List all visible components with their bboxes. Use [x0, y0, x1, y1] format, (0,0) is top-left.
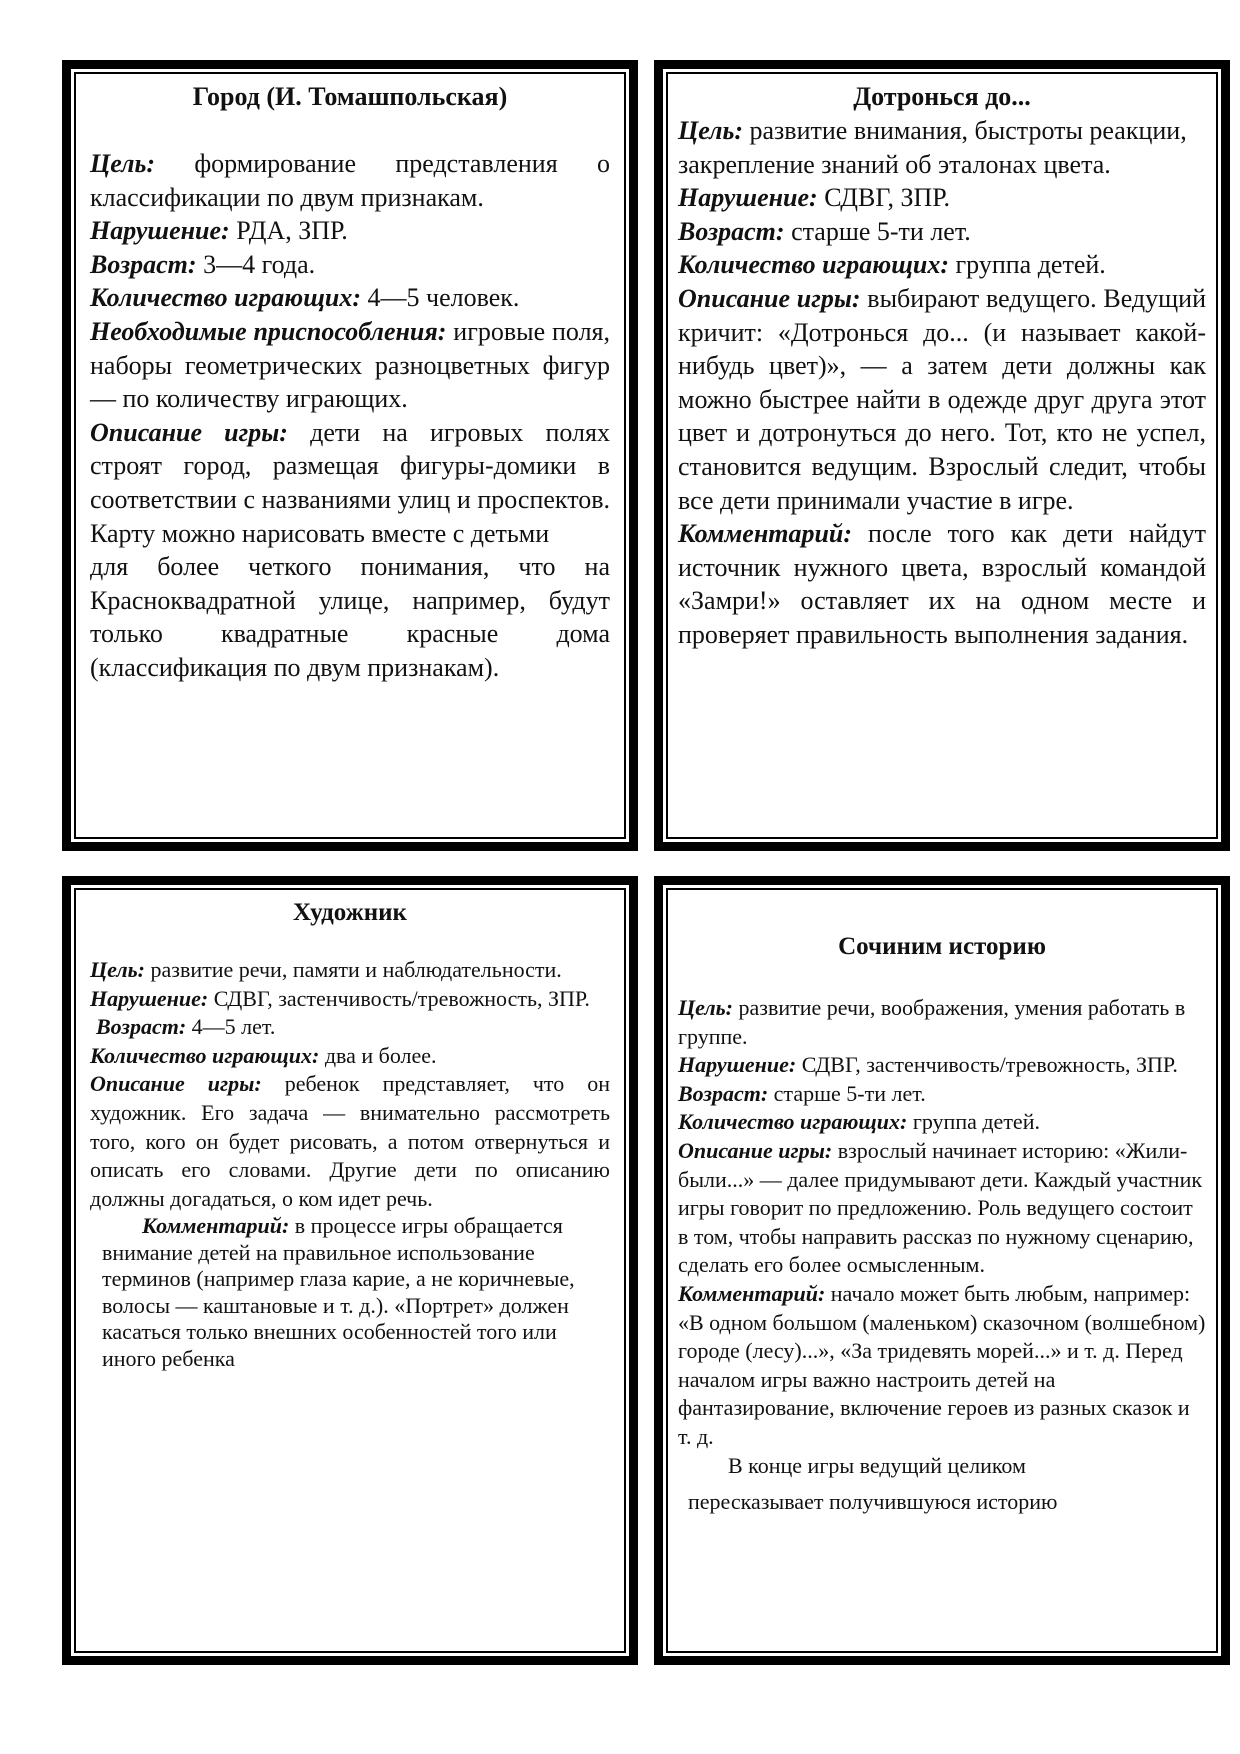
goal-row: Цель: формирование представления о классификации по двум признакам.	[90, 149, 610, 212]
description-row: Описание игры: ребенок представляет, что он художник. Его задача — внимательно рассмотреть того, кого он будет рисовать, а потом отвернуться и описать его словами. Другие дети по описанию должны догадаться, о ком идет речь.	[90, 1071, 610, 1211]
players-row: Количество играющих: группа детей.	[678, 1109, 1040, 1135]
game-card-sochinim-istoriyu	[654, 876, 1230, 1665]
ending-row-continued: пересказывает получившуюся историю	[688, 1489, 1058, 1515]
goal-row: Цель: развитие речи, памяти и наблюдательности.	[90, 957, 562, 982]
disorder-row: Нарушение: РДА, ЗПР.	[90, 216, 348, 246]
age-row: Возраст: старше 5-ти лет.	[678, 1080, 926, 1106]
description-row: Описание игры: выбирают ведущего. Ведущий кричит: «Дотронься до... (и называет какой-нибудь цвет)», — а затем дети должны как можно быстрее найти в одежде друг друга этот цвет и дотронуться до него. Тот, кто не успел, становится ведущим. Взрослый следит, чтобы все дети принимали участие в игре.	[678, 283, 1206, 515]
game-card-khudozhnik	[62, 876, 638, 1665]
disorder-row: Нарушение: СДВГ, застенчивость/тревожность, ЗПР.	[90, 985, 590, 1011]
goal-row: Цель: развитие речи, воображения, умения работать в группе.	[678, 995, 1186, 1049]
age-row: Возраст: 4—5 лет.	[96, 1014, 276, 1040]
card-title: Художник	[293, 899, 407, 926]
description-row: Описание игры: взрослый начинает историю: «Жили-были...» — далее придумывают дети. Каждый участник игры говорит по предложению. Роль ведущего состоит в том, чтобы направить рассказ по нужному сценарию, сделать его более осмысленным.	[678, 1137, 1203, 1278]
age-row: Возраст: старше 5-ти лет.	[678, 216, 971, 246]
disorder-row: Нарушение: СДВГ, ЗПР.	[678, 183, 950, 213]
card-title: Дотронься до...	[853, 82, 1031, 111]
equipment-row: Необходимые приспособления: игровые поля, наборы геометрических разноцветных фигур — по количеству играющих.	[90, 316, 610, 414]
age-row: Возраст: 3—4 года.	[90, 249, 316, 279]
players-row: Количество играющих: два и более.	[90, 1042, 437, 1068]
game-card-gorod	[62, 60, 638, 851]
comment-row: Комментарий: в процессе игры обращается внимание детей на правильное использование терминов (например глаза карие, а не коричневые, волосы — каштановые и т. д.). «Портрет» должен касаться только внешних особенностей того или иного ребенка	[102, 1213, 575, 1371]
comment-row: Комментарий: начало может быть любым, например: «В одном большом (маленьком) сказочном (волшебном) городе (лесу)...», «За тридевять морей...» и т. д. Перед началом игры важно настроить детей на фантазирование, включение героев из разных сказок и т. д.	[678, 1280, 1206, 1449]
ending-row: В конце игры ведущий целиком	[728, 1452, 1026, 1478]
description-row: Описание игры: дети на игровых полях строят город, размещая фигуры-домики в соответствии с названиями улиц и проспектов. Карту можно нарисовать вместе с детьми	[90, 417, 610, 548]
goal-row: Цель: развитие внимания, быстроты реакции, закрепление знаний об эталонах цвета.	[678, 116, 1187, 179]
description-continued: для более четкого понимания, что на Красноквадратной улице, например, будут только квадратные красные дома (классификация по двум признакам).	[90, 552, 610, 682]
players-row: Количество играющих: 4—5 человек.	[90, 283, 520, 313]
comment-row: Комментарий: после того как дети найдут источник нужного цвета, взрослый командой «Замри!» оставляет их на одном месте и проверяет правильность выполнения задания.	[678, 519, 1206, 649]
disorder-row: Нарушение: СДВГ, застенчивость/тревожность, ЗПР.	[678, 1052, 1178, 1078]
card-title: Город (И. Томашпольская)	[192, 82, 508, 111]
card-title: Сочиним историю	[838, 933, 1046, 960]
game-card-dotronsya	[654, 60, 1230, 851]
players-row: Количество играющих: группа детей.	[678, 250, 1106, 280]
